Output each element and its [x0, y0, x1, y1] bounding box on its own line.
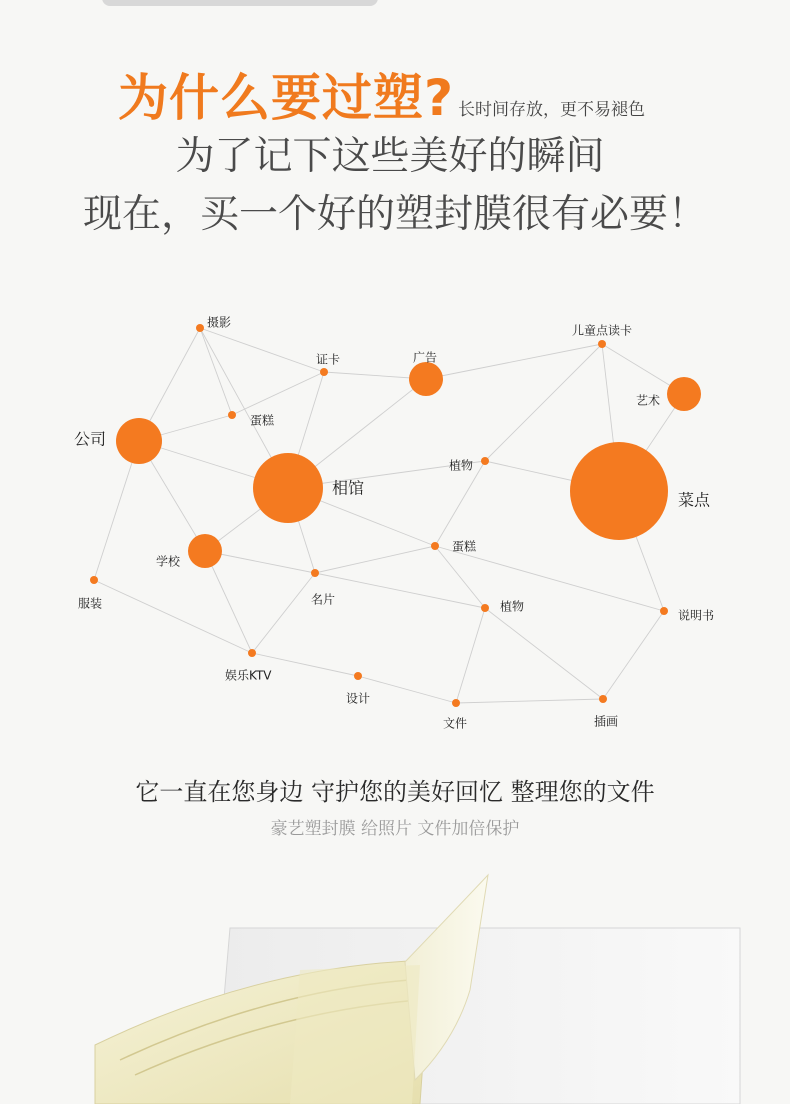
network-node — [660, 607, 668, 615]
top-strip — [102, 0, 378, 6]
network-node-label: 公司 — [73, 429, 106, 449]
headline: 为什么要过塑? — [118, 69, 455, 127]
network-edge — [200, 328, 324, 372]
network-node-label: 艺术 — [635, 393, 660, 408]
network-edge — [485, 608, 603, 699]
network-node — [452, 699, 460, 707]
network-node-label: 植物 — [500, 599, 525, 614]
network-node — [311, 569, 319, 577]
network-node — [320, 368, 328, 376]
network-node — [196, 324, 204, 332]
network-node — [248, 649, 256, 657]
network-node — [599, 695, 607, 703]
network-node — [253, 453, 323, 523]
network-edge — [485, 344, 602, 461]
network-node — [354, 672, 362, 680]
network-node-label: 说明书 — [678, 608, 715, 623]
network-node — [598, 340, 606, 348]
network-node-label: 摄影 — [207, 315, 232, 330]
network-node-label: 娱乐KTV — [225, 668, 272, 683]
network-edge — [200, 328, 232, 415]
network-edge — [435, 546, 485, 608]
network-node — [228, 411, 236, 419]
intro-line-1: 为了记下这些美好的瞬间 — [175, 134, 605, 179]
network-node-label: 插画 — [594, 714, 619, 729]
network-node — [90, 576, 98, 584]
headline-row — [118, 66, 645, 126]
network-node — [116, 418, 162, 464]
network-node-label: 植物 — [448, 458, 473, 473]
network-node — [667, 377, 701, 411]
intro-line-2: 现在，买一个好的塑封膜很有必要！ — [82, 192, 707, 237]
network-node-label: 菜点 — [678, 490, 711, 510]
laminating-film-image — [0, 870, 790, 1104]
network-node-label: 广告 — [413, 350, 438, 365]
network-node-label: 证卡 — [316, 352, 341, 367]
network-node — [481, 604, 489, 612]
network-node — [409, 362, 443, 396]
network-edge — [435, 461, 485, 546]
network-node — [481, 457, 489, 465]
network-node — [431, 542, 439, 550]
tagline: 它一直在您身边 守护您的美好回忆 整理您的文件 — [135, 778, 655, 806]
network-node-label: 蛋糕 — [452, 539, 477, 554]
network-edge — [232, 372, 324, 415]
network-edge — [435, 546, 664, 611]
network-nodes — [90, 324, 701, 707]
network-edge — [358, 676, 456, 703]
network-node-label: 服装 — [78, 596, 103, 611]
network-edge — [456, 699, 603, 703]
network-node-label: 蛋糕 — [250, 413, 275, 428]
network-node-label: 学校 — [155, 554, 180, 569]
network-node — [570, 442, 668, 540]
headline-subtitle: 长时间存放，更不易褪色 — [458, 100, 646, 120]
network-node-label: 相馆 — [332, 478, 365, 498]
network-edge — [456, 608, 485, 703]
network-edge — [603, 611, 664, 699]
network-edge — [252, 573, 315, 653]
network-edge — [94, 580, 252, 653]
network-node-label: 设计 — [346, 691, 371, 706]
network-node — [188, 534, 222, 568]
network-edge — [426, 344, 602, 379]
subtagline: 豪艺塑封膜 给照片 文件加倍保护 — [270, 819, 520, 839]
use-case-network — [0, 290, 790, 750]
network-edge — [315, 573, 485, 608]
network-node-label: 名片 — [311, 592, 336, 607]
network-edge — [315, 546, 435, 573]
network-node-label: 儿童点读卡 — [572, 323, 633, 338]
network-node-label: 文件 — [443, 716, 468, 731]
